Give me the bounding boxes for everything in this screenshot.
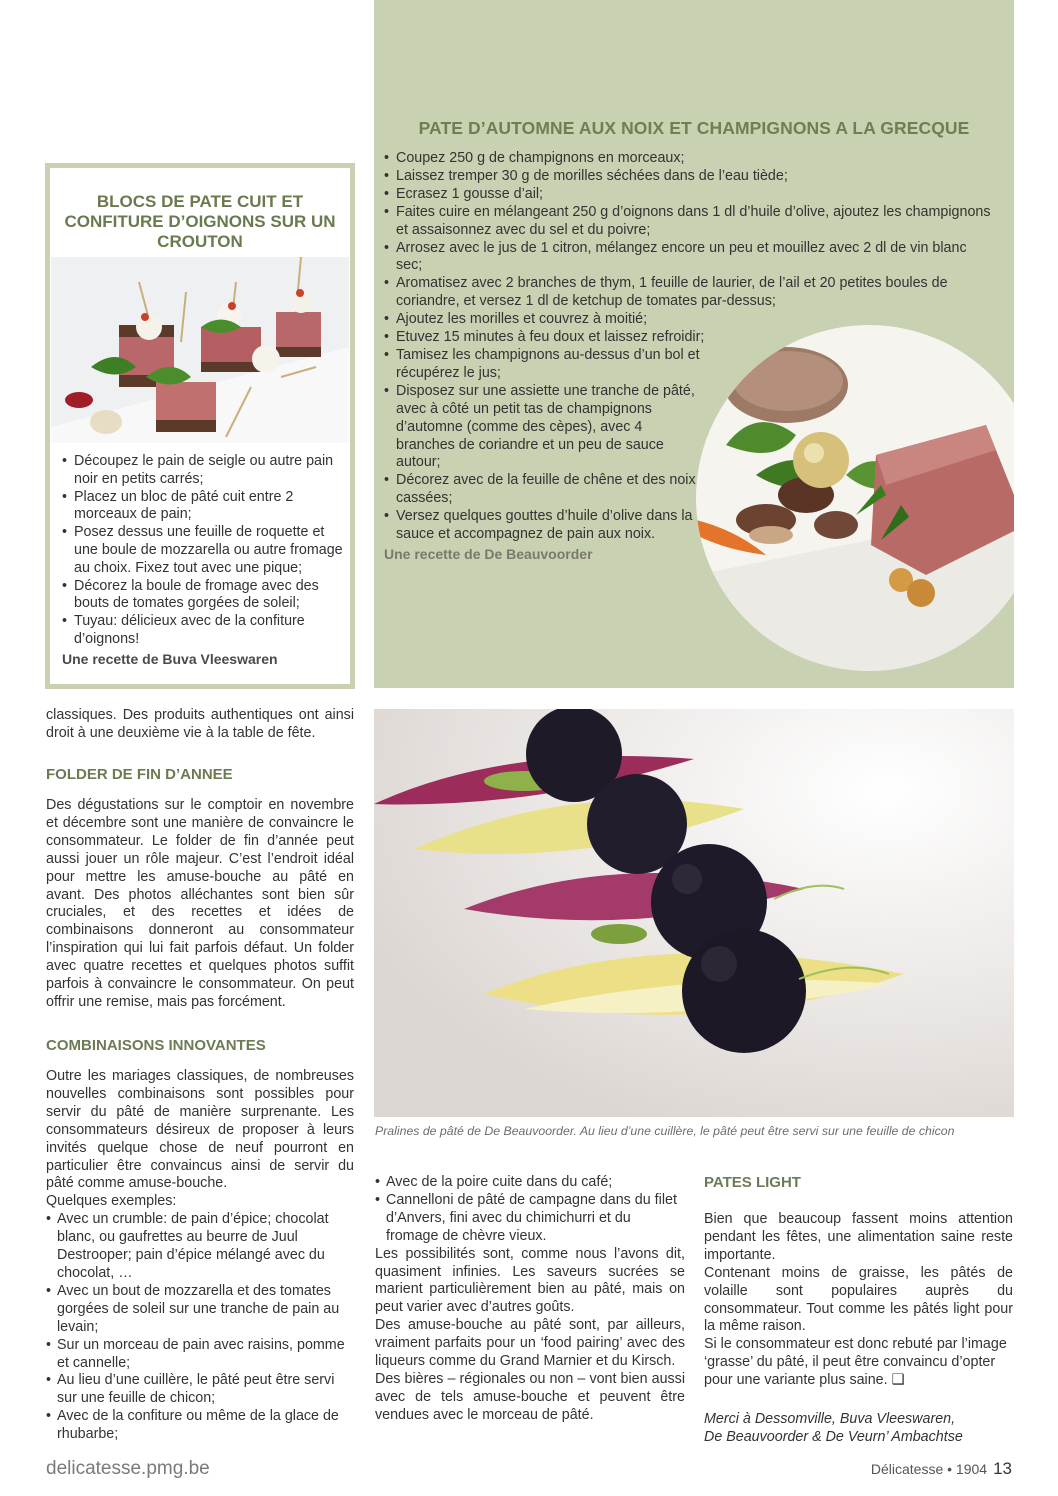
- section-heading-combinations: COMBINAISONS INNOVANTES: [46, 1037, 266, 1054]
- combinations-paragraph: Outre les mariages classiques, de nombreuses nouvelles combinaisons sont possibles pour servir du pâté de manière surprenante. Les consommateurs désireux de proposer à leurs invités quelque chose de neuf pourront en particulier être convaincus ainsi de servir du pâté comme amuse-bouche.: [46, 1068, 354, 1192]
- photo-caption: Pralines de pâté de De Beauvoorder. Au lieu d’une cuillère, le pâté peut être servi sur une feuille de chicon: [375, 1124, 955, 1138]
- light-paragraph-1: Bien que beaucoup fassent moins attention pendant les fêtes, une alimentation saine reste importante.: [704, 1211, 1013, 1263]
- recipe-step: • Faites cuire en mélangeant 250 g d’oignons dans 1 dl d’huile d’olive, ajoutez les champignons et assaisonnez avec du sel et du poivre;: [384, 204, 994, 240]
- recipe-step: • Coupez 250 g de champignons en morceaux;: [384, 150, 994, 168]
- list-item: • Au lieu d’une cuillère, le pâté peut être servi sur une feuille de chicon;: [46, 1372, 354, 1408]
- acknowledgements-line: De Beauvoorder & De Veurn’ Ambachtse: [704, 1429, 963, 1446]
- boxed-recipe: [45, 163, 355, 689]
- recipe-step: • Ajoutez les morilles et couvrez à moitié;: [384, 311, 994, 329]
- website-link[interactable]: delicatesse.pmg.be: [46, 1458, 210, 1479]
- recipe-step: • Décorez avec de la feuille de chêne et des noix cassées;: [384, 472, 994, 508]
- pralines-photo: [374, 709, 1014, 1117]
- intro-paragraph: classiques. Des produits authentiques ont ainsi droit à une deuxième vie à la table de fête.: [46, 707, 354, 741]
- recipe-step: • Tamisez les champignons au-dessus d’un bol et récupérez le jus;: [384, 347, 994, 383]
- boxed-recipe-steps: [62, 453, 344, 649]
- pate-plate-photo: [696, 325, 1014, 671]
- list-item: • Avec un bout de mozzarella et des tomates gorgées de soleil sur une tranche de pain au levain;: [46, 1283, 354, 1337]
- recipe-step: • Tuyau: délicieux avec de la confiture d’oignons!: [62, 613, 344, 649]
- examples-label: Quelques exemples:: [46, 1193, 177, 1210]
- page-number: 13: [993, 1459, 1012, 1478]
- combinations-section: [46, 1068, 354, 1444]
- magazine-issue: Délicatesse • 1904: [870, 1461, 988, 1477]
- recipe-step: • Etuvez 15 minutes à feu doux et laissez refroidir;: [384, 329, 994, 347]
- beers-paragraph: Des bières – régionales ou non – vont bien aussi avec de tels amuse-bouche et peuvent être vendues avec le morceau de pâté.: [375, 1370, 685, 1423]
- crouton-photo: [51, 257, 349, 443]
- recipe-step: • Ecrasez 1 gousse d’ail;: [384, 186, 994, 204]
- boxed-recipe-inner: [50, 168, 350, 684]
- end-mark-icon: ❑: [891, 1372, 905, 1389]
- recipe-step: • Versez quelques gouttes d’huile d’olive dans la sauce et accompagnez de pain aux noix.: [384, 508, 994, 544]
- examples-list-continued: [375, 1174, 685, 1246]
- light-paragraph-3: [704, 1336, 1013, 1390]
- list-item: • Avec de la poire cuite dans du café;: [375, 1174, 685, 1192]
- possibilities-paragraph: Les possibilités sont, comme nous l’avons dit, quasiment infinies. Les saveurs sucrées se marient particulièrement bien au pâté, mais on peut varier avec d’autres goûts.: [375, 1245, 685, 1316]
- acknowledgements-line: Merci à Dessomville, Buva Vleeswaren,: [704, 1411, 956, 1427]
- boxed-recipe-credit: Une recette de Buva Vleeswaren: [62, 651, 278, 667]
- green-recipe-title: PATE D’AUTOMNE AUX NOIX ET CHAMPIGNONS A LA GRECQUE: [418, 118, 970, 138]
- green-recipe-panel: [374, 0, 1014, 688]
- recipe-step: • Posez dessus une feuille de roquette et une boule de mozzarella ou autre fromage au choix. Fixez tout avec une pique;: [62, 524, 344, 577]
- right-column: [704, 1211, 1013, 1390]
- recipe-step: • Arrosez avec le jus de 1 citron, mélangez encore un peu et mouillez avec 2 dl de vin blanc sec;: [384, 240, 994, 276]
- acknowledgements: [704, 1410, 1013, 1447]
- boxed-recipe-title: BLOCS DE PATE CUIT ET CONFITURE D’OIGNONS SUR UN CROUTON: [64, 192, 336, 251]
- recipe-step: • Décorez la boule de fromage avec des bouts de tomates gorgées de soleil;: [62, 578, 344, 614]
- recipe-step: • Disposez sur une assiette une tranche de pâté, avec à côté un petit tas de champignons d’automne (comme des cèpes), avec 4 branches de coriandre et un peu de sauce autour;: [384, 383, 994, 473]
- examples-list: [46, 1211, 354, 1444]
- list-item: • Avec un crumble: de pain d’épice; chocolat blanc, ou gaufrettes au beurre de Juul Destrooper; pain d’épice mélangé avec du chocolat, …: [46, 1211, 354, 1283]
- middle-column: [375, 1174, 685, 1425]
- list-item: • Sur un morceau de pain avec raisins, pomme et cannelle;: [46, 1337, 354, 1373]
- list-item: • Avec de la confiture ou même de la glace de rhubarbe;: [46, 1408, 354, 1444]
- light-paragraph-3-text: Si le consommateur est donc rebuté par l’image ‘grasse’ du pâté, il peut être convaincu d’opter pour une variante plus saine.: [704, 1336, 1007, 1389]
- list-item: • Cannelloni de pâté de campagne dans du filet d’Anvers, fini avec du chimichurri et du fromage de chèvre vieux.: [375, 1192, 685, 1246]
- recipe-step: • Découpez le pain de seigle ou autre pain noir en petits carrés;: [62, 453, 344, 489]
- light-paragraph-2: Contenant moins de graisse, les pâtés de volaille sont populaires auprès du consommateur. Tout comme les pâtés light pour la même raison.: [704, 1264, 1013, 1335]
- recipe-step: • Aromatisez avec 2 branches de thym, 1 feuille de laurier, de l’ail et 20 petites boules de coriandre, et versez 1 dl de ketchup de tomates par-dessus;: [384, 275, 994, 311]
- section-heading-folder: FOLDER DE FIN D’ANNEE: [46, 766, 233, 783]
- magazine-footer: [871, 1459, 1012, 1479]
- food-pairing-paragraph: Des amuse-bouche au pâté sont, par ailleurs, vraiment parfaits pour un ‘food pairing’ avec des liqueurs comme du Grand Marnier et du Kirsch.: [375, 1317, 685, 1370]
- recipe-step: • Laissez tremper 30 g de morilles séchées dans de l’eau tiède;: [384, 168, 994, 186]
- folder-paragraph: Des dégustations sur le comptoir en novembre et décembre sont une manière de convaincre le consommateur. Le folder de fin d’année peut aussi jouer un rôle majeur. C’est l’endroit idéal pour mettre les amuse-bouche au pâté en avant. Des photos alléchantes sont bien sûr cruciales, et des recettes et idées de combinaisons donneront au consommateur l’inspiration qui lui fait parfois défaut. Un folder avec quatre recettes et quelques photos suffit parfois à convaincre le consommateur. On peut offrir une remise, mais pas forcément.: [46, 797, 354, 1010]
- green-recipe-credit: Une recette de De Beauvoorder: [384, 546, 593, 562]
- recipe-step: • Placez un bloc de pâté cuit entre 2 morceaux de pain;: [62, 489, 344, 525]
- section-heading-light: PATES LIGHT: [704, 1174, 801, 1191]
